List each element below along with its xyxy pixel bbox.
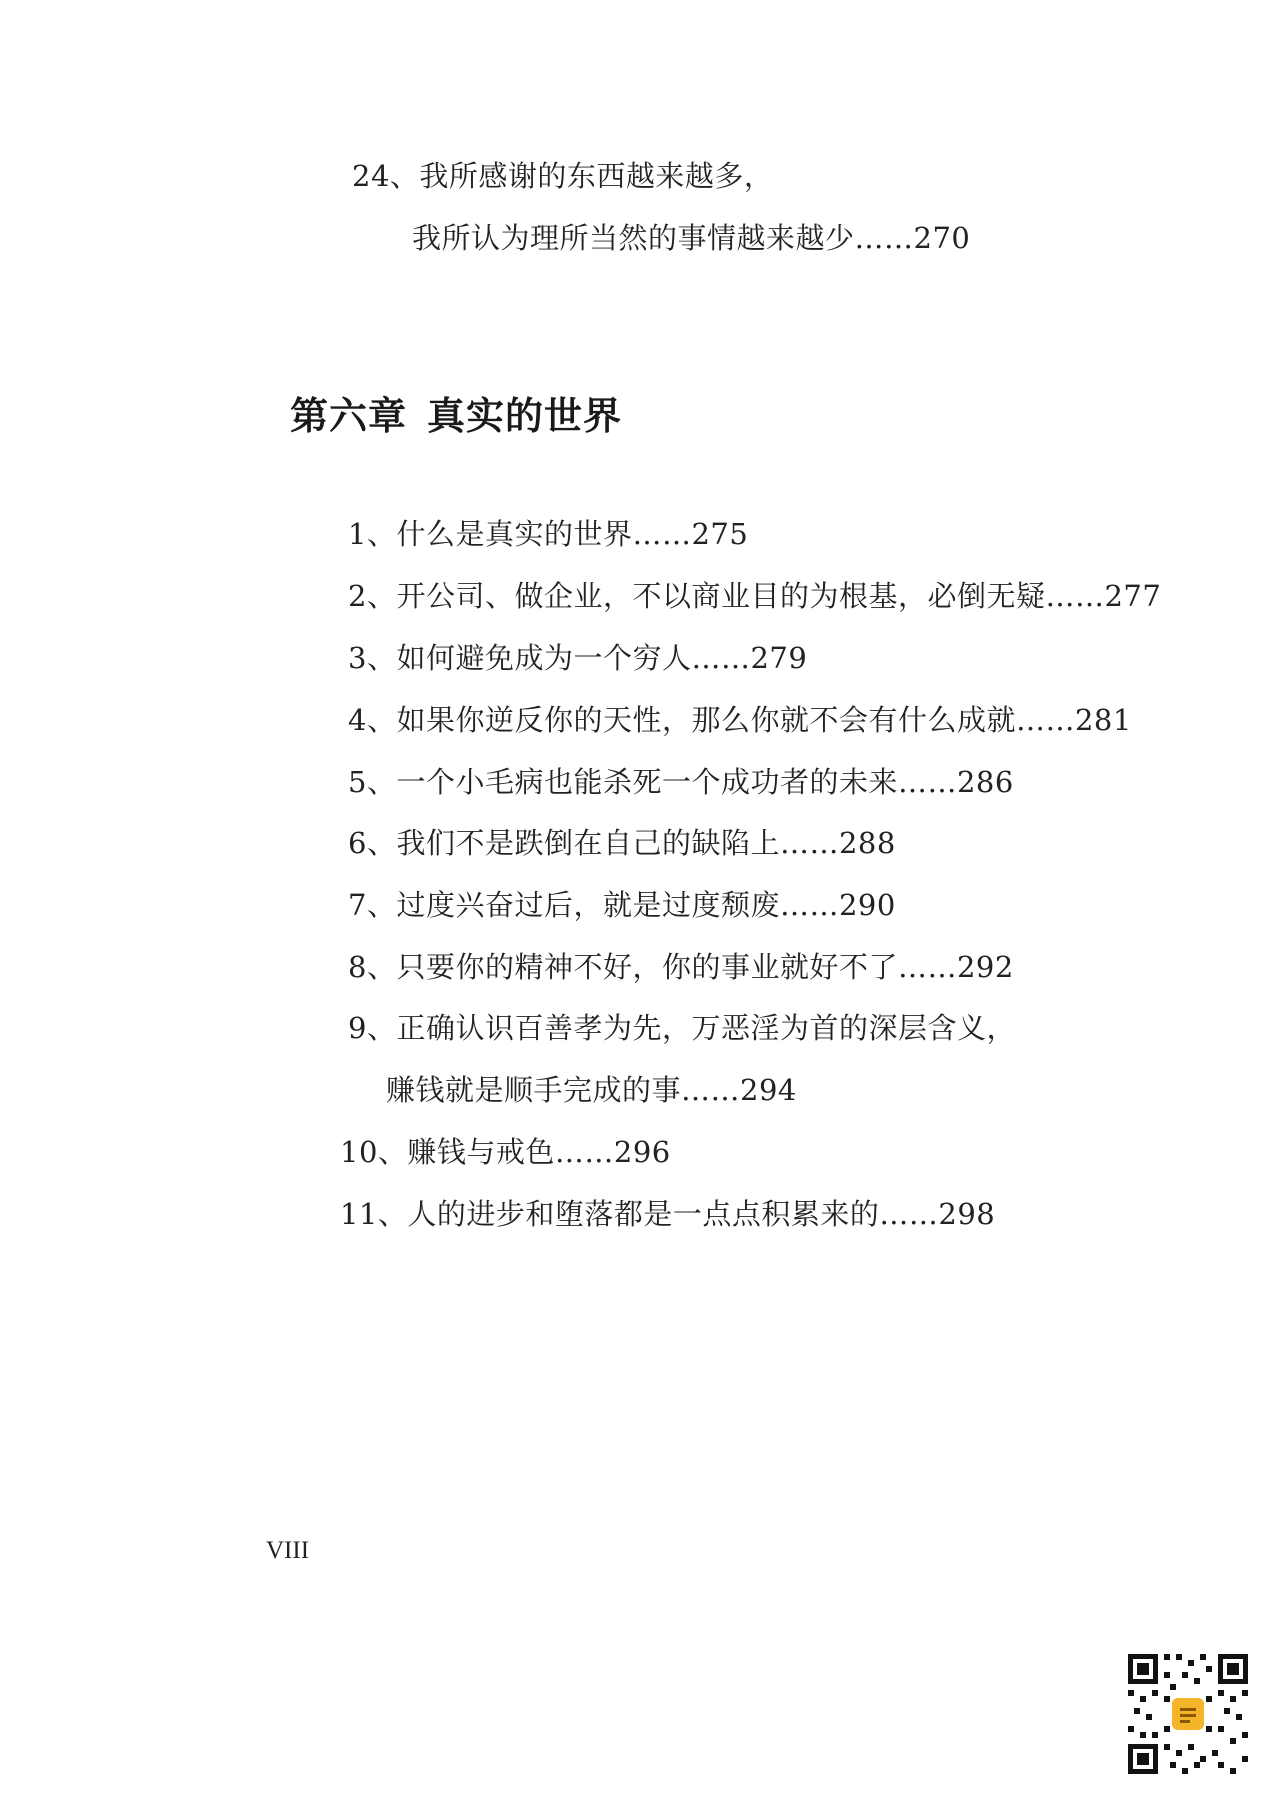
toc-entry: 8、只要你的精神不好，你的事业就好不了……292 <box>348 950 1014 984</box>
toc-entry: 7、过度兴奋过后，就是过度颓废……290 <box>348 888 896 922</box>
toc-entry: 5、一个小毛病也能杀死一个成功者的未来……286 <box>348 765 1014 799</box>
toc-entry: 2、开公司、做企业，不以商业目的为根基，必倒无疑……277 <box>348 579 1162 613</box>
toc-entry: 3、如何避免成为一个穷人……279 <box>348 641 808 675</box>
chapter-number: 第六章 <box>290 394 408 438</box>
page-number: VIII <box>266 1537 310 1564</box>
toc-entry: 4、如果你逆反你的天性，那么你就不会有什么成就……281 <box>348 703 1132 737</box>
toc-entry: 10、赚钱与戒色……296 <box>340 1135 671 1169</box>
toc-entry-continuation: 赚钱就是顺手完成的事……294 <box>386 1073 797 1107</box>
toc-entry: 9、正确认识百善孝为先，万恶淫为首的深层含义， <box>348 1011 1016 1045</box>
toc-entry-24-line-2: 我所认为理所当然的事情越来越少……270 <box>412 221 971 255</box>
chapter-title <box>290 392 622 440</box>
chapter-name: 真实的世界 <box>427 394 623 438</box>
toc-entry: 6、我们不是跌倒在自己的缺陷上……288 <box>348 826 896 860</box>
qr-code-icon <box>1124 1650 1252 1778</box>
toc-entry: 1、什么是真实的世界……275 <box>348 517 749 551</box>
toc-entry-24-line-1: 24、我所感谢的东西越来越多， <box>352 159 774 193</box>
toc-entry: 11、人的进步和堕落都是一点点积累来的……298 <box>340 1197 996 1231</box>
